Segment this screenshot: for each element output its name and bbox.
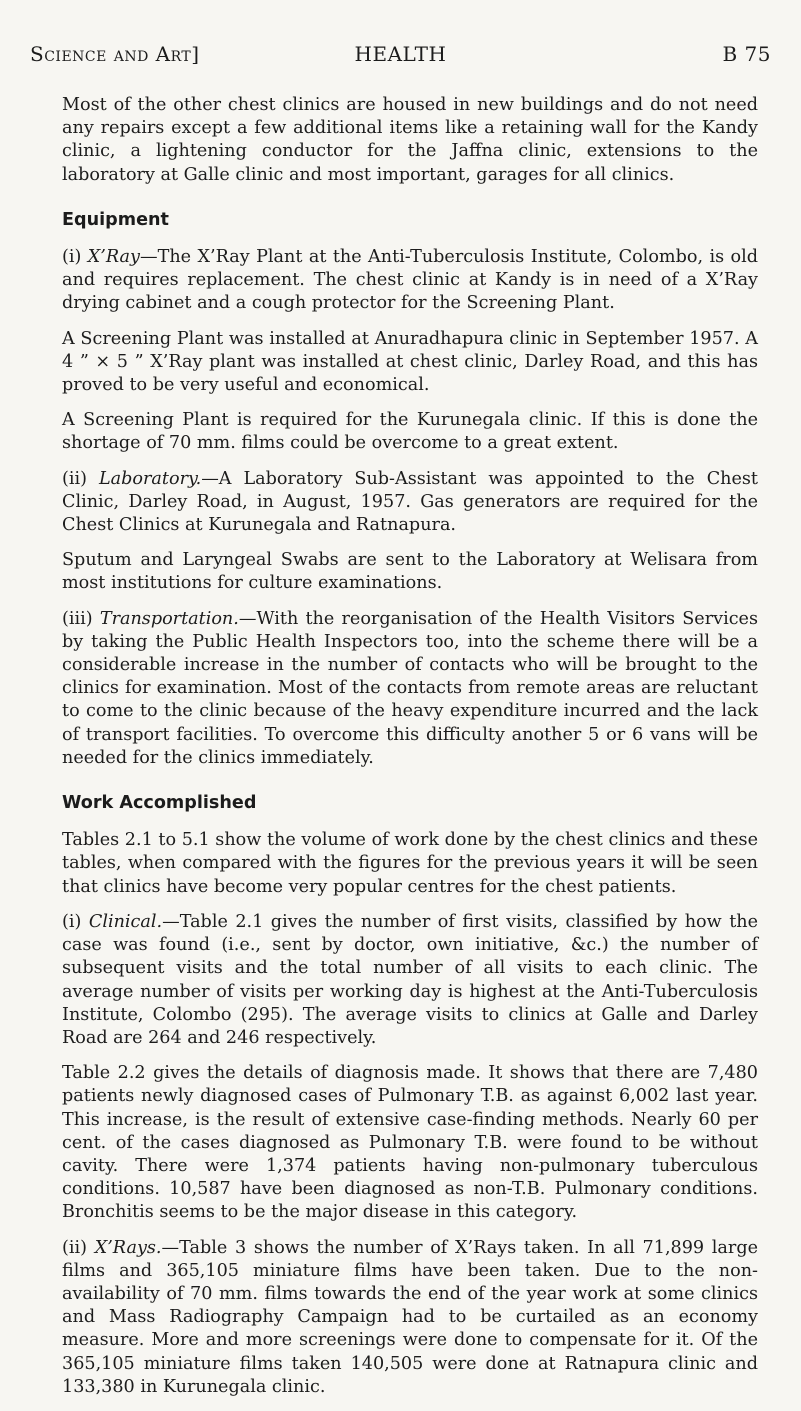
item-label: Clinical. [88,911,163,932]
item-text: —Table 3 shows the number of X’Rays taken. In all 71,899 large films and 365,105 miniature films have been taken. Due to the non-availability of 70 mm. films towards the end of the year work at some clinics and Mass Radiography Campaign had to be curtailed as an economy measure. More and more screenings were done to compensate for it. Of the 365,105 miniature films taken 140,505 were done at Ratnapura clinic and 133,380 in Kurunegala clinic. [62,1237,759,1397]
diagnosis-paragraph: Table 2.2 gives the details of diagnosis made. It shows that there are 7,480 patients newly diagnosed cases of Pulmonary T.B. as against 6,002 last year. This increase, is the result of extensive case-finding methods. Nearly 60 per cent. of the cases diagnosed as Pulmonary T.B. were found to be without cavity. There were 1,374 patients having non-pulmonary tuberculous conditions. 10,587 have been diagnosed as non-T.B. Pulmonary conditions. Bronchitis seems to be the major disease in this category. [62,1063,758,1223]
section-title: Science and Art] [30,42,200,66]
body-text [62,94,758,1411]
item-number: (ii) [62,1237,87,1258]
item-text: —The X’Ray Plant at the Anti-Tuberculosis Institute, Colombo, is old and requires replacement. The chest clinic at Kandy is in need of a X’Ray drying cabinet and a cough protector for the Screening Plant. [62,247,758,314]
page-number: B 75 [722,42,771,66]
item-number: (iii) [62,608,93,629]
transportation-paragraph [62,608,758,770]
item-label: Laboratory. [98,468,202,489]
item-number: (i) [62,911,82,932]
screening-anuradhapura-paragraph: A Screening Plant was installed at Anuradhapura clinic in September 1957. A 4 ” × 5 ” X’Ray plant was installed at chest clinic, Darley Road, and this has proved to be very useful and economical. [62,328,758,396]
clinical-paragraph [62,911,758,1050]
item-text: —A Laboratory Sub-Assistant was appointed to the Chest Clinic, Darley Road, in August, 1957. Gas generators are required for the Chest Clinics at Kurunegala and Ratnapura. [62,468,758,536]
equipment-heading: Equipment [62,209,169,230]
item-label: X’Ray [87,247,140,268]
item-number: (i) [62,247,82,268]
chapter-title: HEALTH [354,42,447,66]
sputum-paragraph: Sputum and Laryngeal Swabs are sent to the Laboratory at Welisara from most institutions for culture examinations. [62,550,758,594]
item-label: X’Rays. [94,1237,162,1258]
item-text: —With the reorganisation of the Health Visitors Services by taking the Public Health Inspectors too, into the scheme there will be a considerable increase in the number of contacts who will be brought to the clinics for examination. Most of the contacts from remote areas are reluctant to come to the clinic because of the heavy expenditure incurred and the lack of transport facilities. To overcome this difficulty another 5 or 6 vans will be needed for the clinics immediately. [62,608,758,768]
item-number: (ii) [62,468,87,489]
item-label: Transportation. [99,608,239,629]
xrays-paragraph [62,1237,758,1399]
intro-paragraph: Most of the other chest clinics are housed in new buildings and do not need any repairs except a few additional items like a retaining wall for the Kandy clinic, a lightening conductor for the Jaffna clinic, extensions to the laboratory at Galle clinic and most important, garages for all clinics. [62,95,758,185]
item-text: —Table 2.1 gives the number of first visits, classified by how the case was found (i.e., sent by doctor, own initiative, &c.) the number of subsequent visits and the total number of all visits to each clinic. The average number of visits per working day is highest at the Anti-Tuberculosis Institute, Colombo (295). The average visits to clinics at Galle and Darley Road are 264 and 246 respectively. [62,911,759,1048]
laboratory-paragraph [62,468,758,538]
work-accomplished-heading: Work Accomplished [62,793,257,814]
screening-kurunegala-paragraph: A Screening Plant is required for the Kurunegala clinic. If this is done the shortage of 70 mm. films could be overcome to a great extent. [62,410,758,454]
tables-paragraph: Tables 2.1 to 5.1 show the volume of work done by the chest clinics and these tables, when compared with the figures for the previous years it will be seen that clinics have become very popular centres for the chest patients. [62,830,758,897]
running-head [30,42,771,70]
xray-paragraph [62,246,758,316]
